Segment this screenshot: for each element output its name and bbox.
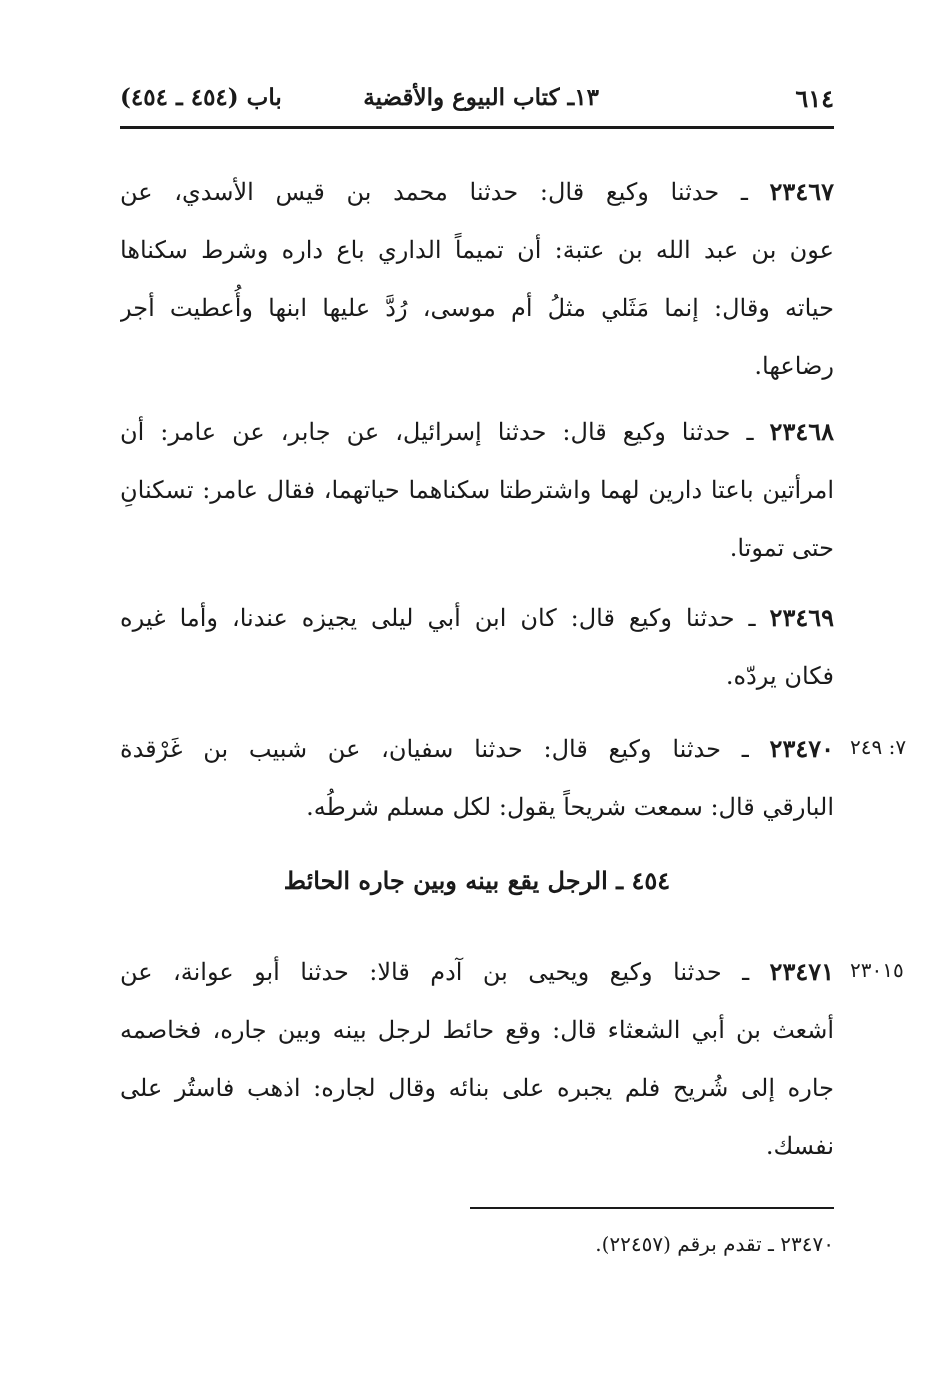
hadith-number: ٢٣٤٦٨ (769, 417, 834, 446)
hadith-23469 (120, 589, 834, 705)
hadith-23471 (120, 943, 834, 1175)
section-heading: ٤٥٤ ـ الرجل يقع بينه وبين جاره الحائط (283, 866, 671, 895)
hadith-line: امرأتين باعتا دارين لهما واشترطتا سكناهما حياتهما، فقال عامر: تسكنانِ (120, 476, 834, 504)
hadith-line: عون بن عبد الله بن عتبة: أن تميماً الداري باع داره وشرط سكناها (120, 236, 834, 264)
hadith-text: ـ حدثنا وكيع قال: حدثنا سفيان، عن شبيب بن غَرْقدة (120, 735, 749, 763)
hadith-number: ٢٣٤٦٩ (769, 603, 834, 632)
chapter-range: باب (٤٥٤ ـ ٤٥٤) (120, 84, 282, 111)
hadith-line: فكان يردّه. (725, 662, 834, 690)
hadith-line (120, 403, 834, 461)
margin-reference: ٢٣٠١٥ (850, 958, 904, 982)
hadith-text: ـ حدثنا وكيع ويحيى بن آدم قالا: حدثنا أبو عوانة، عن (120, 958, 750, 986)
hadith-line: أشعث بن أبي الشعثاء قال: وقع حائط لرجل بينه وبين جاره، فخاصمه (120, 1016, 834, 1044)
margin-reference: ٧: ٢٤٩ (850, 735, 907, 759)
hadith-number: ٢٣٤٧٠ (769, 734, 834, 763)
hadith-line (120, 943, 834, 1001)
page-number: ٦١٤ (795, 84, 834, 113)
footnote: ٢٣٤٧٠ ـ تقدم برقم (٢٢٤٥٧). (595, 1232, 834, 1256)
hadith-number: ٢٣٤٦٧ (769, 177, 834, 206)
hadith-line (120, 163, 834, 221)
hadith-line: رضاعها. (754, 352, 834, 380)
hadith-line: نفسك. (765, 1132, 834, 1160)
hadith-number: ٢٣٤٧١ (769, 957, 834, 986)
hadith-text: ـ حدثنا وكيع قال: حدثنا محمد بن قيس الأسدي، عن (120, 178, 748, 206)
hadith-line (120, 589, 834, 647)
hadith-line: حتى تموتا. (729, 534, 834, 562)
hadith-23470 (120, 720, 834, 836)
hadith-line: البارقي قال: سمعت شريحاً يقول: لكل مسلم شرطُه. (306, 793, 834, 821)
hadith-line: حياته وقال: إنما مَثَلي مثلُ أم موسى، رُدَّ عليها ابنها وأُعطيت أجر (120, 294, 834, 322)
hadith-23468 (120, 403, 834, 577)
footnote-rule (470, 1207, 834, 1209)
hadith-line: جاره إلى شُريح فلم يجبره على بنائه وقال لجاره: اذهب فاستُر على (120, 1074, 834, 1102)
hadith-text: ـ حدثنا وكيع قال: كان ابن أبي ليلى يجيزه عندنا، وأما غيره (120, 604, 756, 632)
book-title: ١٣ـ كتاب البيوع والأقضية (363, 84, 599, 111)
hadith-line (120, 720, 834, 778)
header-rule (120, 126, 834, 129)
hadith-23467 (120, 163, 834, 395)
running-header (120, 84, 834, 126)
hadith-text: ـ حدثنا وكيع قال: حدثنا إسرائيل، عن جابر، عن عامر: أن (120, 418, 754, 446)
